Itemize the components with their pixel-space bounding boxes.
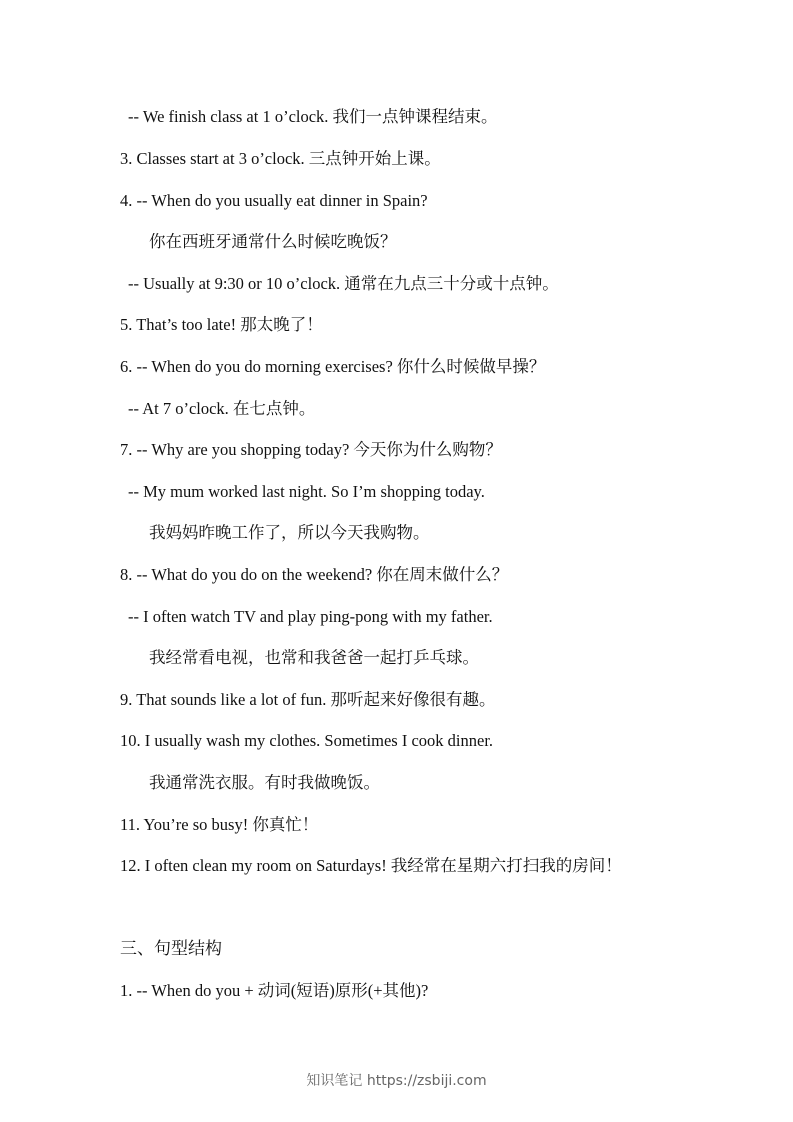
text-line: -- We finish class at 1 o’clock. 我们一点钟课程结束。 bbox=[128, 107, 498, 126]
section-heading: 三、句型结构 bbox=[120, 939, 222, 959]
text-line: 你在西班牙通常什么时候吃晚饭？ bbox=[149, 232, 397, 251]
text-line: 4. -- When do you usually eat dinner in Spain? bbox=[120, 191, 428, 210]
text-line: 11. You’re so busy! 你真忙！ bbox=[120, 815, 319, 834]
text-line: 6. -- When do you do morning exercises? 你什么时候做早操？ bbox=[120, 357, 546, 376]
pattern-line: 1. -- When do you + 动词(短语)原形(+其他)? bbox=[120, 981, 429, 1000]
text-line: 9. That sounds like a lot of fun. 那听起来好像很有趣。 bbox=[120, 690, 496, 709]
text-line: 我经常看电视，也常和我爸爸一起打乒乓球。 bbox=[149, 648, 479, 667]
text-line: 12. I often clean my room on Saturdays! 我经常在星期六打扫我的房间！ bbox=[120, 856, 622, 875]
footer-watermark: 知识笔记 https://zsbiji.com bbox=[306, 1073, 487, 1089]
text-line: -- My mum worked last night. So I’m shopping today. bbox=[128, 482, 485, 501]
text-line: 5. That’s too late! 那太晚了！ bbox=[120, 315, 323, 334]
text-line: -- Usually at 9:30 or 10 o’clock. 通常在九点三十分或十点钟。 bbox=[128, 274, 559, 293]
text-line: 3. Classes start at 3 o’clock. 三点钟开始上课。 bbox=[120, 149, 441, 168]
text-line: 8. -- What do you do on the weekend? 你在周末做什么？ bbox=[120, 565, 509, 584]
text-line: 7. -- Why are you shopping today? 今天你为什么购物？ bbox=[120, 440, 502, 459]
text-line: 10. I usually wash my clothes. Sometimes I cook dinner. bbox=[120, 731, 494, 750]
text-line: 我妈妈昨晚工作了，所以今天我购物。 bbox=[149, 523, 430, 542]
text-line: -- I often watch TV and play ping-pong with my father. bbox=[128, 607, 493, 626]
text-line: 我通常洗衣服。有时我做晚饭。 bbox=[149, 773, 380, 792]
text-line: -- At 7 o’clock. 在七点钟。 bbox=[128, 399, 316, 418]
